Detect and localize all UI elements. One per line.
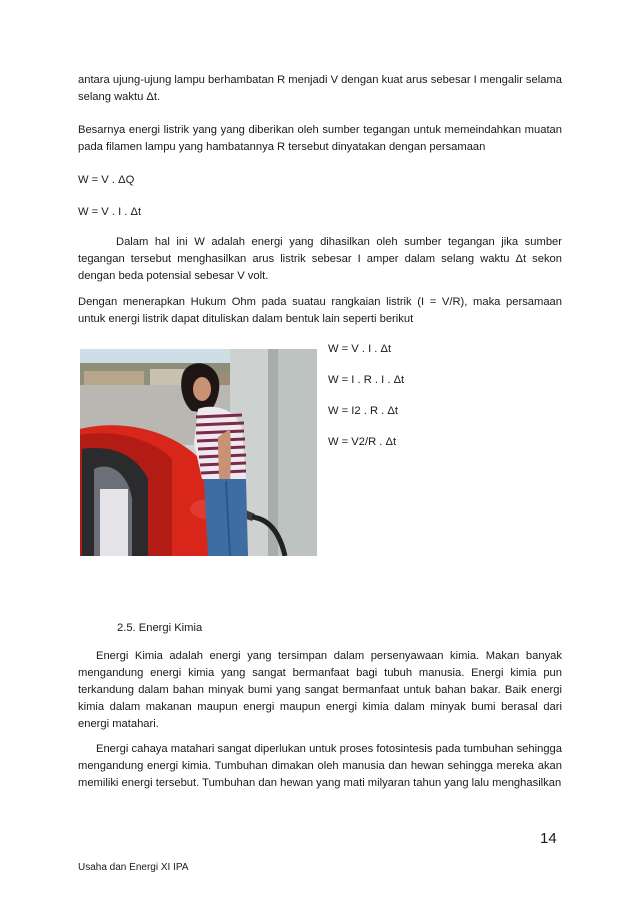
equation-w-v-i-dt: W = V . I . Δt (78, 206, 142, 218)
side-equation-2: W = I . R . I . Δt (328, 374, 405, 386)
paragraph-ohm-law: Dengan menerapkan Hukum Ohm pada suatau rangkaian listrik (I = V/R), maka persamaan untuk energi listrik dapat dituliskan dalam bentuk lain seperti berikut (78, 296, 562, 325)
paragraph-photosynthesis: Energi cahaya matahari sangat diperlukan untuk proses fotosintesis pada tumbuhan sehingga mengandung energi kimia. Tumbuhan dimakan oleh manusia dan hewan sehingga mereka akan memiliki energi tersebut. Tumbuhan dan hewan yang mati milyaran tahun yang lalu menghasilkan (78, 743, 562, 789)
paragraph-explanation: Dalam hal ini W adalah energi yang dihasilkan oleh sumber tegangan jika sumber tegangan tersebut menghasilkan arus listrik sebesar I amper dalam selang waktu Δt sekon dengan beda potensial sebesar V volt. (78, 236, 562, 282)
paragraph-intro: antara ujung-ujung lampu berhambatan R menjadi V dengan kuat arus sebesar I mengalir selama selang waktu Δt. (78, 74, 562, 103)
fuel-pump-photo (80, 349, 317, 556)
page-number: 14 (540, 830, 557, 847)
paragraph-chemical-energy: Energi Kimia adalah energi yang tersimpan dalam persenyawaan kimia. Makan banyak mengandung energi kimia yang sangat bermanfaat bagi tubuh manusia. Energi kimia pun terkandung dalam bahan minyak bumi yang sangat bermanfaat untuk bahan bakar. Baik energi kimia dalam makanan maupun energi maupun energi kimia dalam minyak bumi berasal dari energi matahari. (78, 650, 562, 730)
side-equation-1: W = V . I . Δt (328, 343, 392, 355)
side-equation-3: W = I2 . R . Δt (328, 405, 398, 417)
section-heading: 2.5. Energi Kimia (117, 622, 203, 634)
footer-text: Usaha dan Energi XI IPA (78, 862, 189, 873)
equation-w-v-dq: W = V . ΔQ (78, 174, 135, 186)
side-equation-4: W = V2/R . Δt (328, 436, 397, 448)
paragraph-energy-definition: Besarnya energi listrik yang yang diberikan oleh sumber tegangan untuk memeindahkan muatan pada filamen lampu yang hambatannya R tersebut dinyatakan dengan persamaan (78, 124, 562, 153)
